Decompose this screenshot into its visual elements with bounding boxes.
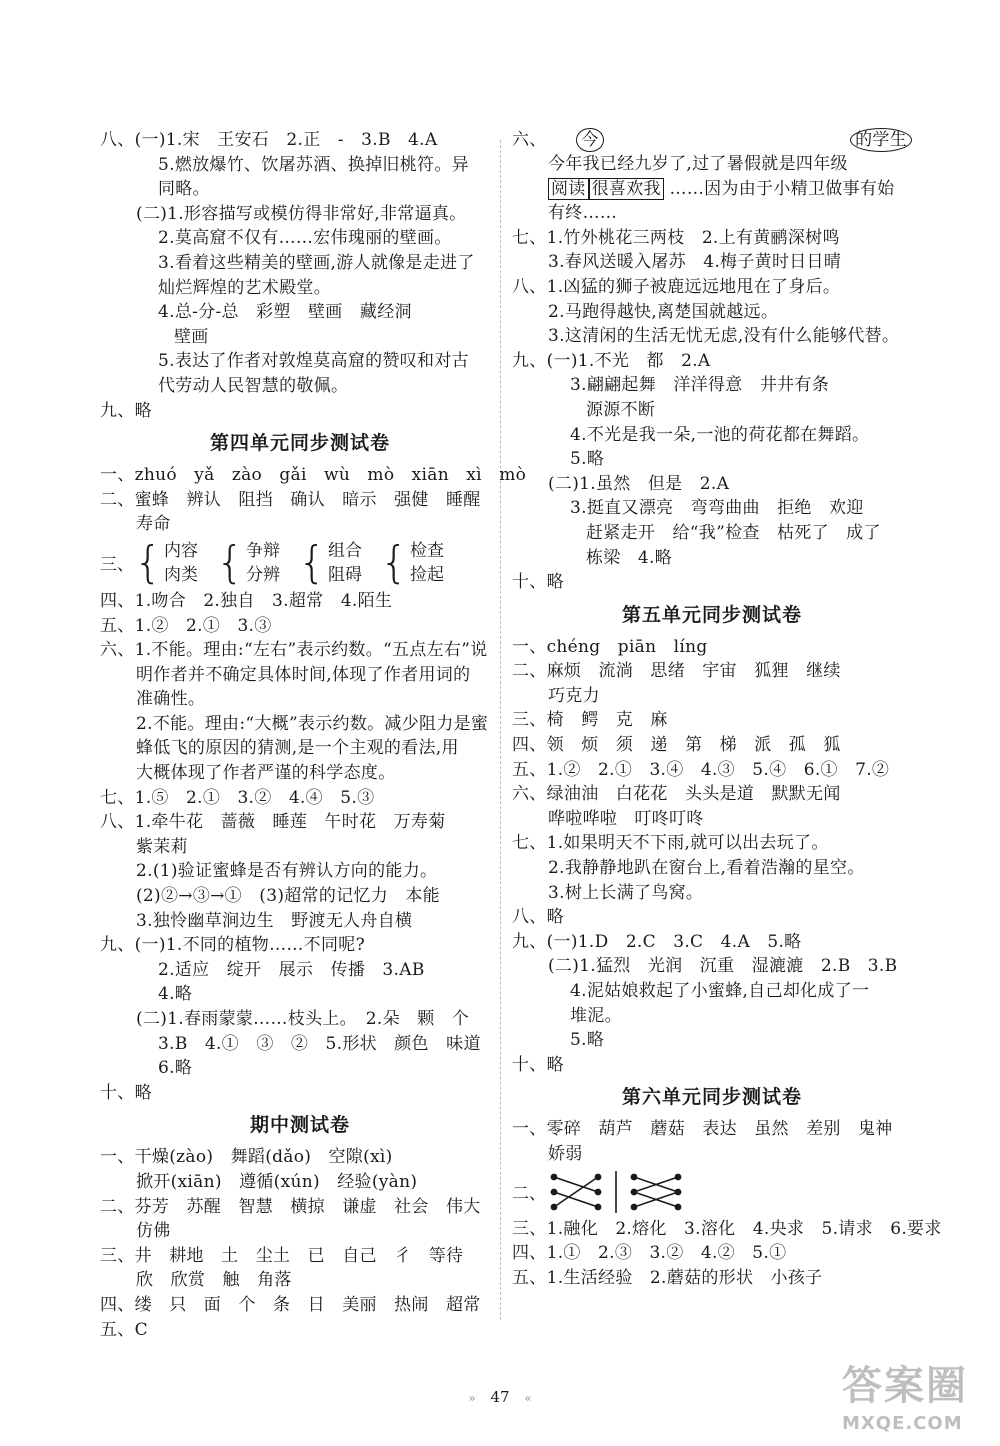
- answer-line: 一、chéng piān líng: [512, 636, 708, 657]
- answer-line: 六、1.不能。理由:“左右”表示约数。“五点左右”说: [100, 640, 488, 661]
- answer-line: 大概体现了作者严谨的科学态度。: [136, 763, 396, 784]
- answer-line: 赶紧走开 给“我”检查 枯死了 成了: [586, 522, 881, 543]
- answer-line: 四、1.① 2.③ 3.② 4.② 5.①: [512, 1243, 787, 1264]
- answer-line: 3.独怜幽草涧边生 野渡无人舟自横: [136, 910, 413, 931]
- answer-line: 3.翩翩起舞 洋洋得意 井井有条: [570, 375, 830, 396]
- brace-group: [298, 536, 362, 588]
- section-heading-unit5: 第五单元同步测试卷: [621, 603, 802, 626]
- answer-line: 4.总-分-总 彩塑 壁画 藏经洞: [158, 302, 412, 323]
- brace-symbol: {: [216, 536, 244, 588]
- answer-line: (二)1.春雨蒙蒙……枝头上。 2.朵 颗 个: [136, 1009, 470, 1029]
- answer-line: 今年我已经九岁了,过了暑假就是四年级: [548, 154, 848, 174]
- answer-line: 五、1.生活经验 2.蘑菇的形状 小孩子: [512, 1267, 823, 1288]
- answer-line: 十、略: [512, 1054, 564, 1075]
- answer-line: 3.看着这些精美的壁画,游人就像是走进了: [158, 252, 475, 273]
- answer-line: 2.莫高窟不仅有……宏伟瑰丽的壁画。: [158, 228, 452, 249]
- answer-line: 八、1.凶猛的狮子被鹿远远地甩在了身后。: [512, 276, 841, 297]
- arrow-decoration-icon: «: [524, 1391, 532, 1405]
- answer-line: 四、领 烦 须 递 第 梯 派 孤 狐: [512, 735, 841, 756]
- answer-line: 二、麻烦 流淌 思绪 宇宙 狐狸 继续: [512, 661, 841, 682]
- brace-item: 阻碍: [328, 564, 362, 585]
- brace-group: [216, 536, 280, 588]
- watermark-text: 答案圈: [842, 1363, 968, 1409]
- word-pair-braces: [100, 537, 500, 589]
- watermark-url: MXQE.COM: [842, 1413, 963, 1434]
- answer-line: 八、1.牵牛花 蔷薇 睡莲 午时花 万寿菊: [100, 812, 446, 833]
- answer-line: 三、1.融化 2.熔化 3.溶化 4.央求 5.请求 6.要求: [512, 1218, 942, 1239]
- answer-line: 准确性。: [136, 689, 206, 710]
- answer-line: 3.B 4.① ③ ② 5.形状 颜色 味道: [158, 1033, 481, 1054]
- column-divider: [500, 140, 501, 1320]
- answer-line: 一、zhuó yǎ zào gǎi wù mò xiān xì mò: [100, 465, 527, 486]
- answer-line: 4.不光是我一朵,一池的荷花都在舞蹈。: [570, 424, 870, 445]
- brace-item: 组合: [328, 540, 362, 561]
- answer-line: (二)1.虽然 但是 2.A: [548, 473, 730, 494]
- answer-line: [512, 128, 912, 152]
- answer-line: 明作者并不确定具体时间,体现了作者用词的: [136, 664, 471, 685]
- answer-line: 壁画: [174, 326, 209, 347]
- arrow-decoration-icon: »: [468, 1391, 476, 1405]
- answer-line: 6.略: [158, 1058, 193, 1079]
- answer-line: 寿命: [136, 514, 171, 535]
- answer-line: 4.略: [158, 984, 193, 1005]
- boxed-word: 很喜欢我: [589, 178, 664, 200]
- answer-line: (2)②→③→① (3)超常的记忆力 本能: [136, 886, 440, 907]
- brace-label: 三、: [100, 555, 134, 576]
- boxed-word: 阅读: [548, 178, 589, 200]
- answer-line: 七、1.⑤ 2.① 3.② 4.④ 5.③: [100, 787, 375, 808]
- answer-line: 巧克力: [548, 685, 600, 706]
- answer-line: 5.表达了作者对敦煌莫高窟的赞叹和对古: [158, 351, 469, 372]
- brace-item: 捡起: [410, 564, 444, 585]
- right-column: [512, 128, 942, 1290]
- answer-line: 2.不能。理由:“大概”表示约数。减少阻力是蜜: [136, 713, 489, 734]
- answer-line: 掀开(xiān) 遵循(xún) 经验(yàn): [136, 1171, 418, 1192]
- answer-line: 4.泥姑娘救起了小蜜蜂,自己却化成了一: [570, 981, 870, 1001]
- answer-line: 九、(一)1.不光 都 2.A: [512, 350, 711, 371]
- brace-item: 检查: [410, 540, 444, 561]
- answer-line: 四、缕 只 面 个 条 日 美丽 热闹 超常: [100, 1294, 481, 1315]
- brace-item: 内容: [164, 540, 198, 561]
- answer-line: 蜂低飞的原因的猜测,是一个主观的看法,用: [136, 738, 459, 759]
- page-number-text: 47: [490, 1388, 510, 1406]
- answer-line: 3.这清闲的生活无忧无虑,没有什么能够代替。: [548, 326, 900, 347]
- answer-line: 3.树上长满了鸟窝。: [548, 882, 704, 903]
- answer-line: 紫茉莉: [136, 836, 188, 857]
- answer-line: (二)1.猛烈 光润 沉重 湿漉漉 2.B 3.B: [548, 956, 898, 977]
- answer-line: 三、井 耕地 土 尘土 已 自己 彳 等待: [100, 1245, 464, 1266]
- answer-line: 2.适应 绽开 展示 传播 3.AB: [158, 959, 425, 980]
- answer-line: 一、干燥(zào) 舞蹈(dǎo) 空隙(xì): [100, 1147, 393, 1168]
- answer-line: 欣 欣赏 触 角落: [136, 1270, 292, 1291]
- matching-lines-diagram: [546, 1169, 686, 1215]
- answer-line: 九、(一)1.不同的植物……不同呢?: [100, 935, 365, 956]
- answer-line: 八、(一)1.宋 王安石 2.正 - 3.B 4.A: [100, 130, 438, 150]
- brace-item: 肉类: [164, 564, 198, 585]
- answer-line: 源源不断: [586, 399, 656, 420]
- answer-line: 五、C: [100, 1319, 148, 1340]
- left-column: [100, 128, 527, 1342]
- answer-line: 3.挺直又漂亮 弯弯曲曲 拒绝 欢迎: [570, 498, 864, 519]
- brace-symbol: {: [380, 536, 408, 588]
- answer-line: 堆泥。: [570, 1005, 622, 1026]
- answer-line: 栋梁 4.略: [586, 547, 673, 568]
- answer-line: 四、1.吻合 2.独自 3.超常 4.陌生: [100, 590, 393, 611]
- section-label: 二、: [512, 1184, 546, 1205]
- answer-line: 六、绿油油 白花花 头头是道 默默无闻: [512, 784, 841, 805]
- answer-line: 娇弱: [548, 1143, 583, 1164]
- answer-line: 同略。: [158, 179, 210, 200]
- section-heading-unit4: 第四单元同步测试卷: [209, 432, 390, 455]
- answer-line: 2.马跑得越快,离楚国就越远。: [548, 301, 779, 322]
- answer-line: (二)1.形容描写或模仿得非常好,非常逼真。: [136, 203, 467, 224]
- answer-line: 灿烂辉煌的艺术殿堂。: [158, 277, 331, 298]
- answer-line: 代劳动人民智慧的敬佩。: [158, 375, 349, 396]
- answer-line: 哗啦哗啦 叮咚叮咚: [548, 808, 704, 829]
- section-heading-unit6: 第六单元同步测试卷: [621, 1086, 802, 1109]
- answer-text: ……因为由于: [669, 178, 774, 199]
- section-heading-midterm: 期中测试卷: [249, 1114, 350, 1137]
- answer-line: 2.我静静地趴在窗台上,看着浩瀚的星空。: [548, 858, 865, 879]
- brace-item: 分辨: [246, 564, 280, 585]
- answer-line: 八、略: [512, 907, 564, 928]
- answer-line: 五、1.② 2.① 3.③: [100, 615, 272, 636]
- matching-diagram-row: [512, 1167, 912, 1217]
- answer-text: 小精卫做事有始: [773, 178, 895, 199]
- answer-line: 二、蜜蜂 辨认 阻挡 确认 暗示 强健 睡醒: [100, 489, 481, 510]
- answer-line: 2.(1)验证蜜蜂是否有辨认方向的能力。: [136, 861, 438, 882]
- brace-symbol: {: [298, 536, 326, 588]
- answer-line: 3.春风送暖入屠苏 4.梅子黄时日日晴: [548, 252, 842, 273]
- section-label: 六、: [512, 130, 547, 150]
- answer-line: 十、略: [100, 1082, 152, 1103]
- brace-symbol: {: [134, 536, 162, 588]
- answer-line: 九、略: [100, 400, 152, 421]
- answer-line: 仿佛: [136, 1221, 171, 1242]
- watermark-logo: [842, 1348, 982, 1438]
- answer-line: 5.略: [570, 449, 605, 470]
- answer-line: 有终……: [548, 203, 618, 224]
- answer-line: 5.略: [570, 1030, 605, 1051]
- answer-line: 5.燃放爆竹、饮屠苏酒、换掉旧桃符。异: [158, 154, 469, 175]
- answer-line: 一、零碎 葫芦 蘑菇 表达 虽然 差别 鬼神: [512, 1119, 893, 1140]
- answer-line: [512, 177, 912, 202]
- answer-line: 五、1.② 2.① 3.④ 4.③ 5.④ 6.① 7.②: [512, 759, 890, 780]
- answer-line: 三、椅 鳄 克 麻: [512, 710, 668, 731]
- brace-group: [380, 536, 444, 588]
- answer-line: 九、(一)1.D 2.C 3.C 4.A 5.略: [512, 931, 802, 952]
- brace-item: 争辩: [246, 540, 280, 561]
- answer-line: 二、芬芳 苏醒 智慧 横掠 谦虚 社会 伟大: [100, 1196, 481, 1217]
- answer-line: 十、略: [512, 572, 564, 593]
- circled-correction: 今: [576, 128, 603, 152]
- circled-note: 的学生: [850, 128, 912, 152]
- answer-line: 七、1.如果明天不下雨,就可以出去玩了。: [512, 833, 829, 854]
- brace-group: [134, 536, 198, 588]
- answer-line: 七、1.竹外桃花三两枝 2.上有黄鹂深树鸣: [512, 227, 840, 248]
